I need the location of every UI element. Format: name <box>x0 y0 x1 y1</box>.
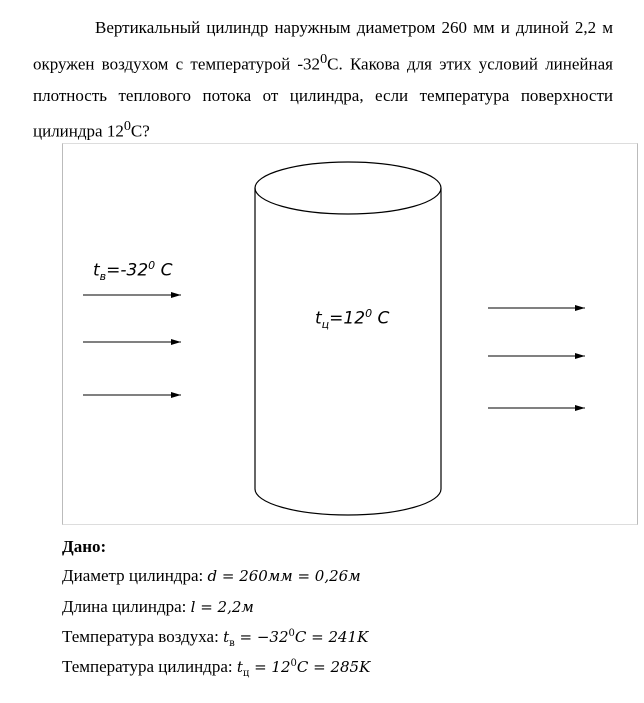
given-cylinder-temp: Температура цилиндра: $t_ц = 12^0C = 285K$ <box>62 657 371 679</box>
cylinder-temp-label: $t_ц=12^0$ C <box>315 307 390 332</box>
given-diameter: Диаметр цилиндра: d = 260мм = 0,26м <box>62 566 361 585</box>
cylinder-top <box>255 162 441 214</box>
air-temp-label: $t_в=-32^0$ C <box>93 259 173 284</box>
given-air-temp: Температура воздуха: $t_в = -32^0C = 241K$ <box>62 627 369 649</box>
figure-cylinder <box>62 143 638 525</box>
cylinder-body <box>255 188 441 515</box>
problem-statement: Вертикальный цилиндр наружным диаметром 260 мм и длиной 2,2 м окружен воздухом с температурой $-32^0С$. Какова для этих условий линейная плотность теплового потока от цилиндра, если температура поверхности цилиндра $12^0С$? <box>33 18 613 141</box>
given-length: Длина цилиндра: l = 2,2м <box>62 597 254 616</box>
cylinder-diagram <box>63 144 637 524</box>
given-heading: Дано: <box>62 537 107 556</box>
